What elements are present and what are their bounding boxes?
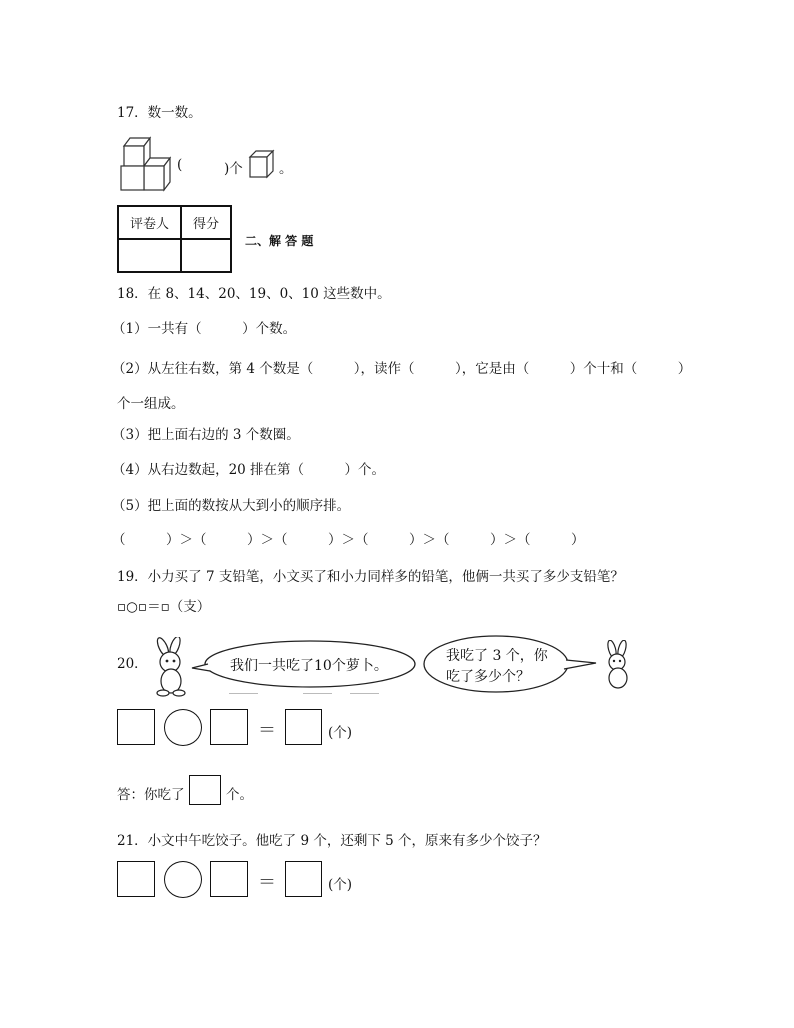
q17-blank-open: (	[177, 157, 183, 173]
q18-part2-cont: 个一组成。	[117, 396, 185, 412]
score-table	[117, 205, 232, 273]
single-cube-icon	[248, 149, 275, 179]
q18-order-blanks: （ ）＞（ ）＞（ ）＞（ ）＞（ ）＞（ ）	[112, 532, 585, 548]
right-bubble-line2: 吃了多少个？	[446, 669, 530, 685]
q20-number-box-1[interactable]	[117, 709, 155, 745]
answer-line-3	[350, 693, 379, 694]
q17-title: 17．数一数。	[117, 105, 202, 121]
score-table-grader-cell[interactable]	[118, 239, 181, 272]
section-heading: 二、解 答 题	[245, 234, 314, 248]
q18-title: 18．在 8、14、20、19、0、10 这些数中。	[117, 286, 391, 302]
q21-operator-circle[interactable]	[164, 861, 202, 898]
answer-line-2	[303, 693, 332, 694]
q20-result-box[interactable]	[285, 709, 322, 745]
q18-part1: （1）一共有（ ）个数。	[112, 321, 297, 337]
q20-number-box-2[interactable]	[210, 709, 248, 745]
score-table-grader-header: 评卷人	[118, 206, 181, 239]
q21-unit: (个)	[328, 877, 353, 893]
q21-number-box-1[interactable]	[117, 861, 155, 897]
q18-part4: （4）从右边数起，20 排在第（ ）个。	[112, 462, 386, 478]
rabbit-right-image	[594, 640, 638, 690]
q19-title: 19．小力买了 7 支铅笔，小文买了和小力同样多的铅笔，他俩一共买了多少支铅笔？	[117, 569, 624, 585]
q20-number: 20．	[117, 656, 148, 672]
left-bubble-text: 我们一共吃了10个萝卜。	[230, 658, 388, 674]
q20-answer-box[interactable]	[189, 775, 221, 805]
stacked-cubes-image	[118, 134, 176, 192]
q20-operator-circle[interactable]	[164, 709, 202, 746]
q20-answer-prefix: 答：你吃了	[117, 787, 185, 803]
right-bubble-line1: 我吃了 3 个，你	[446, 648, 548, 664]
q21-title: 21．小文中午吃饺子。他吃了 9 个，还剩下 5 个，原来有多少个饺子？	[117, 833, 547, 849]
q18-part3: （3）把上面右边的 3 个数圈。	[112, 427, 300, 443]
q19-formula: ▫○▫＝▫（支）	[117, 599, 211, 615]
q21-equals-sign: ＝	[258, 872, 276, 893]
q20-equals-sign: ＝	[258, 720, 276, 741]
score-table-score-header: 得分	[181, 206, 231, 239]
q17-blank-close: )个	[224, 161, 243, 177]
q20-unit: (个)	[328, 725, 353, 741]
score-table-score-cell[interactable]	[181, 239, 231, 272]
q18-part2: （2）从左往右数，第 4 个数是（ ），读作（ ），它是由（ ）个十和（ ）	[112, 361, 692, 377]
q18-part5: （5）把上面的数按从大到小的顺序排。	[112, 498, 351, 514]
q21-number-box-2[interactable]	[210, 861, 248, 897]
q20-answer-suffix: 个。	[226, 787, 253, 803]
q21-result-box[interactable]	[285, 861, 322, 897]
q17-period: 。	[279, 161, 293, 177]
answer-line-1	[229, 693, 258, 694]
